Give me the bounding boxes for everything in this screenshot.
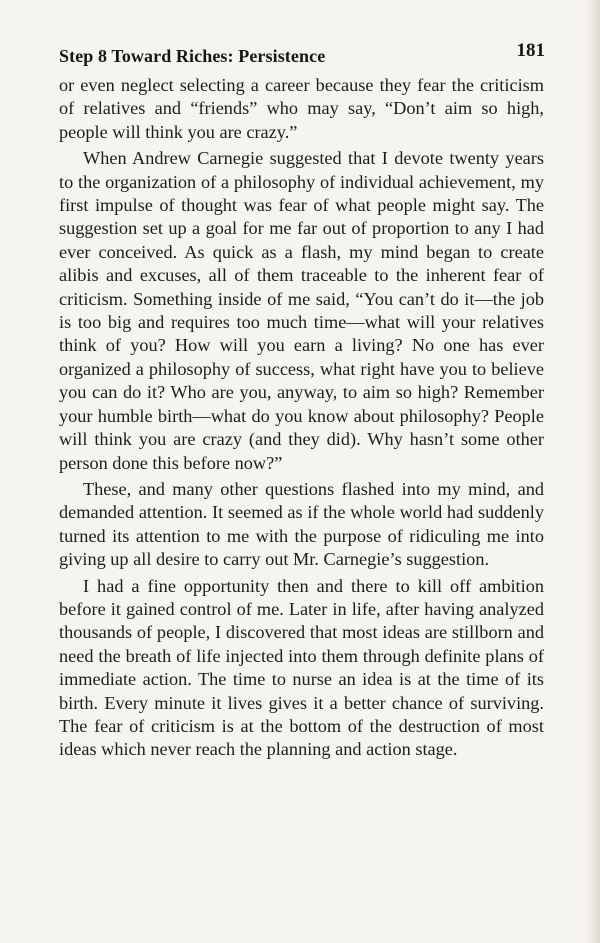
paragraph: These, and many other questions flashed into my mind, and demanded attention. It seemed as if the whole world had suddenly turned its attention to me with the purpose of ridiculing me into giving up all desire to carry out Mr. Carnegie’s suggestion. bbox=[59, 478, 544, 570]
page-number: 181 bbox=[516, 40, 545, 61]
body-text bbox=[59, 74, 544, 762]
paragraph: I had a fine opportunity then and there to kill off ambition before it gained control of me. Later in life, after having analyzed thousands of people, I discovered that most ideas are stillborn and need the breath of life injected into them through definite plans of immediate action. The time to nurse an idea is at the time of its birth. Every minute it lives gives it a better chance of surviving. The fear of criticism is at the bottom of the destruction of most ideas which never reach the planning and action stage. bbox=[59, 575, 544, 760]
page-header bbox=[59, 40, 545, 72]
paragraph: When Andrew Carnegie suggested that I devote twenty years to the organization of a philosophy of individual achievement, my first impulse of thought was fear of what people might say. The suggestion set up a goal for me far out of proportion to any I had ever conceived. As quick as a flash, my mind began to create alibis and excuses, all of them traceable to the inherent fear of criticism. Something inside of me said, “You can’t do it—the job is too big and requires too much time—what will your relatives think of you? How will you earn a living? No one has ever organized a philosophy of success, what right have you to believe you can do it? Who are you, anyway, to aim so high? Remember your humble birth—what do you know about philosophy? People will think you are crazy (and they did). Why hasn’t some other person done this before now?” bbox=[59, 148, 544, 473]
running-title: Step 8 Toward Riches: Persistence bbox=[59, 46, 326, 66]
paragraph-continuation: or even neglect selecting a career because they fear the criticism of relatives and “friends” who may say, “Don’t aim so high, people will think you are crazy.” bbox=[59, 75, 544, 142]
